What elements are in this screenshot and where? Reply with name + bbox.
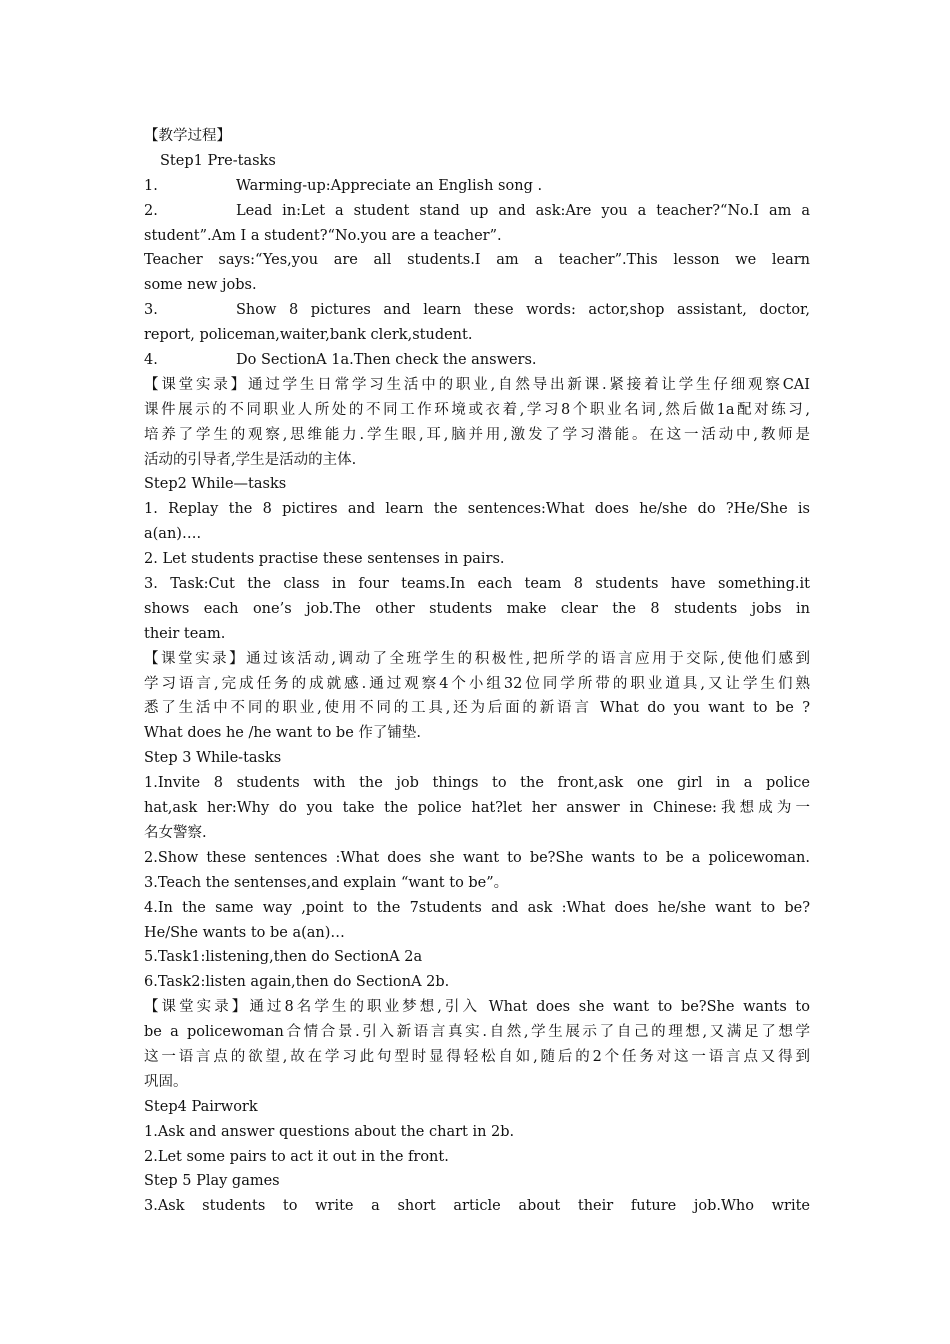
text-line: a(an)…. [144, 526, 202, 543]
text-line: He/She wants to be a(an)… [144, 924, 345, 941]
step4-title: Step4 Pairwork [144, 1098, 258, 1115]
text-line: shows each one’s job.The other students make clear the 8 students jobs in [144, 600, 810, 617]
text-line: 2. Let students practise these sentenses in pairs. [144, 551, 505, 568]
text-line: 2.Let some pairs to act it out in the front. [144, 1148, 449, 1165]
classroom-note-line: What does he /he want to be 作了铺垫. [144, 725, 421, 742]
classroom-note-line: 悉了生活中不同的职业,使用不同的工具,还为后面的新语言 What do you want to be ? [144, 700, 810, 717]
text-line: 1.Ask and answer questions about the chart in 2b. [144, 1123, 515, 1140]
step2-title: Step2 While—tasks [144, 476, 287, 493]
step1-item-1 [144, 174, 810, 199]
step1-title: Step1 Pre-tasks [160, 152, 276, 169]
item-number: 4. [144, 352, 158, 369]
classroom-note-line: 培养了学生的观察,思维能力.学生眼,耳,脑并用,激发了学习潜能。在这一活动中,教师是 [144, 426, 810, 443]
classroom-note-line: 【课堂实录】通过8名学生的职业梦想,引入 What does she want to be?She wants to [144, 999, 810, 1016]
text-line: student”.Am I a student?“No.you are a teacher”. [144, 227, 502, 244]
classroom-note-line: 【课堂实录】通过该活动,调动了全班学生的积极性,把所学的语言应用于交际,使他们感到 [144, 650, 810, 667]
text-line: 4.In the same way ,point to the 7students and ask :What does he/she want to be? [144, 899, 810, 916]
section-header: 【教学过程】 [144, 128, 231, 144]
text-line: 5.Task1:listening,then do SectionA 2a [144, 949, 423, 966]
item-number: 3. [144, 302, 158, 319]
text-line: some new jobs. [144, 277, 257, 294]
step3-title: Step 3 While-tasks [144, 750, 282, 767]
text-line: 3. Task:Cut the class in four teams.In each team 8 students have something.it [144, 576, 810, 593]
classroom-note-line: 课件展示的不同职业人所处的不同工作环境或衣着,学习8个职业名词,然后做1a配对练习, [144, 401, 810, 418]
text-line: hat,ask her:Why do you take the police hat?let her answer in Chinese:我想成为一 [144, 800, 810, 817]
step1-item-3 [144, 298, 810, 323]
step1-item-2 [144, 199, 810, 224]
classroom-note-line: 活动的引导者,学生是活动的主体. [144, 451, 357, 468]
text-line: Teacher says:“Yes,you are all students.I am a teacher”.This lesson we learn [144, 252, 810, 269]
text-line: 3.Teach the sentenses,and explain “want to be”。 [144, 874, 509, 891]
step1-item-4 [144, 348, 810, 373]
classroom-note-line: be a policewoman合情合景.引入新语言真实.自然,学生展示了自己的理想,又满足了想学 [144, 1024, 810, 1041]
classroom-note-line: 这一语言点的欲望,故在学习此句型时显得轻松自如,随后的2个任务对这一语言点又得到 [144, 1048, 810, 1065]
text-line: 名女警察. [144, 824, 207, 841]
classroom-note-line: 巩固。 [144, 1073, 188, 1090]
text-line: 3.Ask students to write a short article about their future job.Who write [144, 1198, 810, 1215]
item-number: 1. [144, 177, 158, 194]
text-line: 2.Show these sentences :What does she want to be?She wants to be a policewoman. [144, 849, 810, 866]
text-line: 1.Invite 8 students with the job things to the front,ask one girl in a police [144, 775, 810, 792]
step5-title: Step 5 Play games [144, 1173, 280, 1190]
classroom-note-line: 【课堂实录】通过学生日常学习生活中的职业,自然导出新课.紧接着让学生仔细观察CAI [144, 376, 810, 393]
classroom-note-line: 学习语言,完成任务的成就感.通过观察4个小组32位同学所带的职业道具,又让学生们熟 [144, 675, 810, 692]
item-text: Show 8 pictures and learn these words: actor,shop assistant, doctor, [236, 302, 810, 319]
text-line: their team. [144, 625, 226, 642]
document-page [144, 124, 810, 1219]
item-number: 2. [144, 202, 158, 219]
text-line: 6.Task2:listen again,then do SectionA 2b. [144, 974, 450, 991]
text-line: 1. Replay the 8 pictires and learn the sentences:What does he/she do ?He/She is [144, 501, 810, 518]
item-text: Lead in:Let a student stand up and ask:Are you a teacher?“No.I am a [236, 202, 810, 219]
text-line: report, policeman,waiter,bank clerk,student. [144, 327, 473, 344]
item-text: Warming-up:Appreciate an English song . [236, 177, 543, 194]
item-text: Do SectionA 1a.Then check the answers. [236, 352, 537, 369]
